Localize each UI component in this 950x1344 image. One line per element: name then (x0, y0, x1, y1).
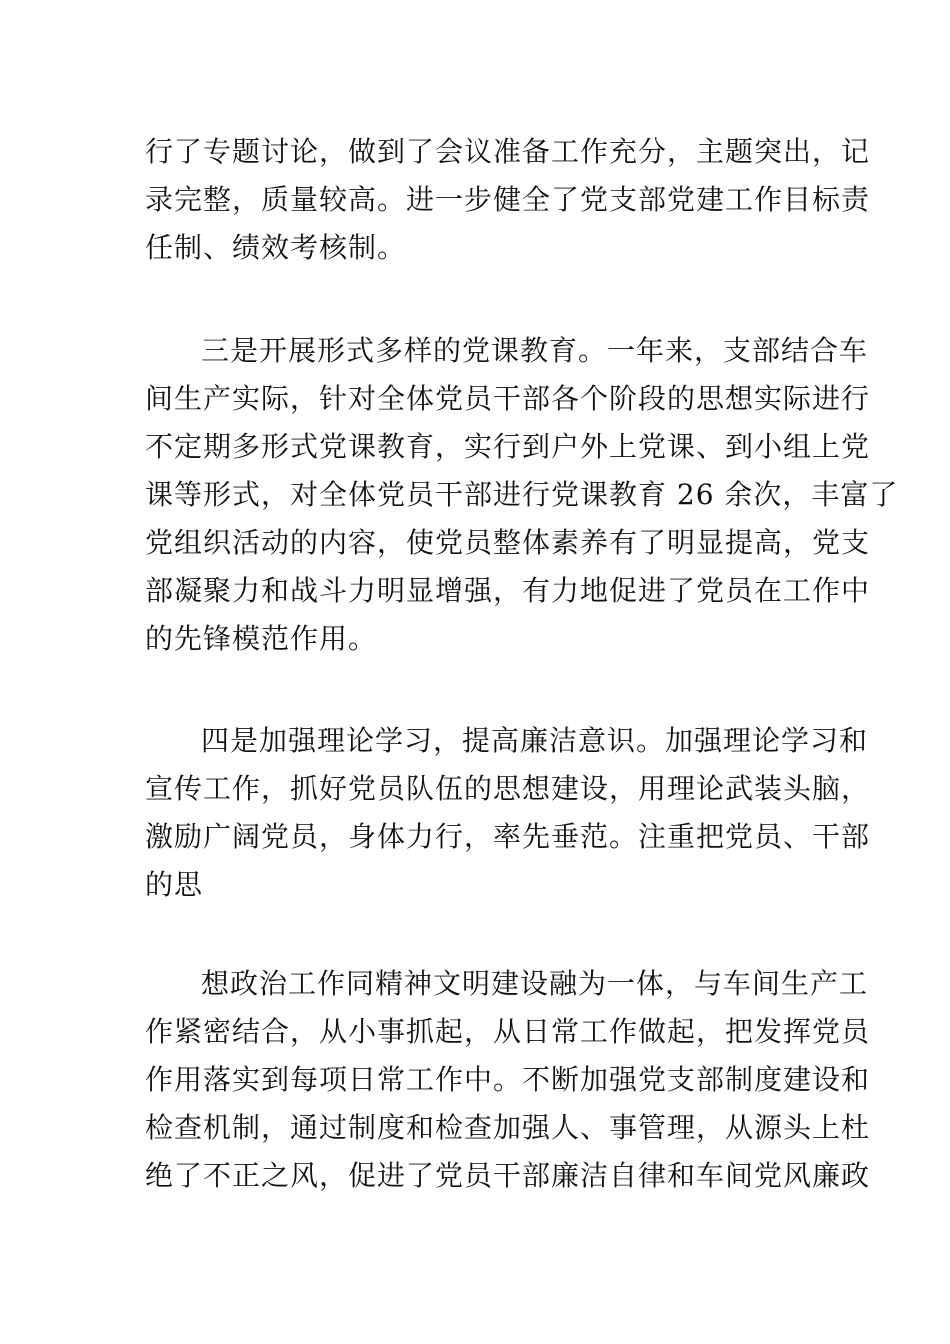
text-line: 行了专题讨论，做到了会议准备工作充分，主题突出，记 (145, 135, 871, 168)
text-line: 检查机制，通过制度和检查加强人、事管理，从源头上杜 (145, 1111, 871, 1144)
text-line: 作用落实到每项日常工作中。不断加强党支部制度建设和 (145, 1063, 871, 1096)
text-line: 想政治工作同精神文明建设融为一体，与车间生产工 (201, 967, 869, 1000)
paragraph-3 (145, 717, 871, 909)
text-line: 作紧密结合，从小事抓起，从日常工作做起，把发挥党员 (145, 1015, 871, 1048)
text-line: 间生产实际，针对全体党员干部各个阶段的思想实际进行 (145, 382, 871, 415)
text-line: 部凝聚力和战斗力明显增强，有力地促进了党员在工作中 (145, 574, 871, 607)
text-line: 绝了不正之风，促进了党员干部廉洁自律和车间党风廉政 (145, 1159, 871, 1192)
text-line: 任制、绩效考核制。 (145, 231, 407, 264)
text-line: 的先锋模范作用。 (145, 622, 378, 655)
paragraph-2 (145, 327, 899, 663)
text-line: 三是开展形式多样的党课教育。一年来，支部结合车 (201, 334, 869, 367)
text-line: 激励广阔党员，身体力行，率先垂范。注重把党员、干部 (145, 820, 871, 853)
text-line: 的思 (145, 868, 204, 901)
paragraph-1 (145, 128, 871, 272)
paragraph-4 (145, 960, 871, 1200)
text-line: 四是加强理论学习，提高廉洁意识。加强理论学习和 (201, 724, 869, 757)
text-line: 不定期多形式党课教育，实行到户外上党课、到小组上党 (145, 430, 871, 463)
text-line: 课等形式，对全体党员干部进行党课教育 26 余次，丰富了 (145, 478, 899, 511)
text-line: 录完整，质量较高。进一步健全了党支部党建工作目标责 (145, 183, 871, 216)
text-line: 宣传工作，抓好党员队伍的思想建设，用理论武装头脑， (145, 772, 871, 805)
text-line: 党组织活动的内容，使党员整体素养有了明显提高，党支 (145, 526, 871, 559)
